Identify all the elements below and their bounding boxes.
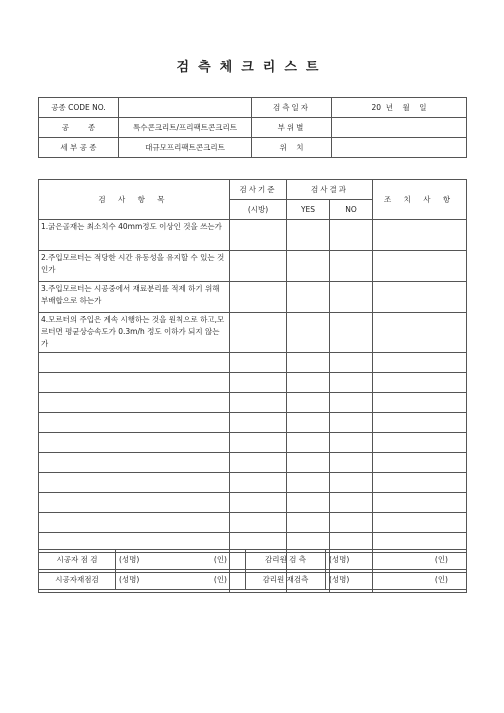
- name-label: (성명): [119, 555, 140, 564]
- code-no-label: 공종 CODE NO.: [39, 98, 119, 118]
- criteria-cell[interactable]: [230, 251, 287, 282]
- seal-label: (인): [213, 575, 227, 584]
- info-row-sub-work-type: [39, 138, 467, 158]
- criteria-cell[interactable]: [230, 313, 287, 353]
- yes-cell[interactable]: [287, 513, 330, 533]
- criteria-cell[interactable]: [230, 513, 287, 533]
- no-cell[interactable]: [330, 493, 373, 513]
- criteria-cell[interactable]: [230, 413, 287, 433]
- check-item-cell[interactable]: [39, 393, 230, 413]
- part-field[interactable]: [332, 118, 467, 138]
- checklist-row: [39, 220, 467, 251]
- action-cell[interactable]: [373, 453, 467, 473]
- checklist-row: [39, 251, 467, 282]
- no-cell[interactable]: [330, 393, 373, 413]
- no-cell[interactable]: [330, 513, 373, 533]
- action-header: 조 치 사 항: [373, 180, 467, 220]
- supervisor-reinspect-sign-field[interactable]: [326, 570, 467, 590]
- criteria-cell[interactable]: [230, 282, 287, 313]
- checklist-table: [38, 179, 467, 593]
- check-item-cell[interactable]: [39, 453, 230, 473]
- checklist-row: [39, 473, 467, 493]
- action-cell[interactable]: [373, 433, 467, 453]
- checklist-row: [39, 413, 467, 433]
- checklist-row: [39, 393, 467, 413]
- action-cell[interactable]: [373, 220, 467, 251]
- no-cell[interactable]: [330, 373, 373, 393]
- no-cell[interactable]: [330, 313, 373, 353]
- yes-cell[interactable]: [287, 413, 330, 433]
- criteria-cell[interactable]: [230, 393, 287, 413]
- seal-label: (인): [434, 575, 448, 584]
- no-cell[interactable]: [330, 413, 373, 433]
- action-cell[interactable]: [373, 413, 467, 433]
- supervisor-inspect-sign-field[interactable]: [326, 550, 467, 570]
- checklist-row: [39, 513, 467, 533]
- seal-label: (인): [213, 555, 227, 564]
- criteria-subheader: (시방): [230, 200, 287, 220]
- item-header: 검 사 항 목: [39, 180, 230, 220]
- signature-table: [38, 549, 467, 590]
- no-cell[interactable]: [330, 251, 373, 282]
- check-item-text: 1.굵은골재는 최소치수 40mm정도 이상인 것을 쓰는가: [39, 220, 230, 251]
- name-label: (성명): [329, 555, 350, 564]
- yes-cell[interactable]: [287, 493, 330, 513]
- check-item-cell[interactable]: [39, 353, 230, 373]
- action-cell[interactable]: [373, 353, 467, 373]
- action-cell[interactable]: [373, 373, 467, 393]
- checklist-row: [39, 313, 467, 353]
- result-header: 검사결과: [287, 180, 373, 200]
- info-row-code: [39, 98, 467, 118]
- supervisor-inspect-label: 감리원 검 측: [246, 550, 326, 570]
- check-item-cell[interactable]: [39, 373, 230, 393]
- check-item-cell[interactable]: [39, 513, 230, 533]
- check-item-cell[interactable]: [39, 473, 230, 493]
- sub-work-type-label: 세 부 공 종: [39, 138, 119, 158]
- check-item-cell[interactable]: [39, 433, 230, 453]
- info-row-work-type: [39, 118, 467, 138]
- contractor-material-sign-field[interactable]: [116, 570, 246, 590]
- supervisor-reinspect-label: 감리원 재검측: [246, 570, 326, 590]
- action-cell[interactable]: [373, 313, 467, 353]
- part-label: 부위별: [252, 118, 332, 138]
- no-cell[interactable]: [330, 453, 373, 473]
- yes-cell[interactable]: [287, 220, 330, 251]
- inspection-date-label: 검측일자: [252, 98, 332, 118]
- checklist-row: [39, 282, 467, 313]
- criteria-cell[interactable]: [230, 453, 287, 473]
- location-label: 위 치: [252, 138, 332, 158]
- yes-cell[interactable]: [287, 393, 330, 413]
- yes-cell[interactable]: [287, 282, 330, 313]
- action-cell[interactable]: [373, 251, 467, 282]
- check-item-cell[interactable]: [39, 493, 230, 513]
- seal-label: (인): [434, 555, 448, 564]
- action-cell[interactable]: [373, 493, 467, 513]
- yes-cell[interactable]: [287, 453, 330, 473]
- check-item-text: 3.주입모르터는 시공중에서 재료분리를 적제 하기 위해 부배합으로 하는가: [39, 282, 230, 313]
- action-cell[interactable]: [373, 473, 467, 493]
- checklist-row: [39, 433, 467, 453]
- no-cell[interactable]: [330, 433, 373, 453]
- criteria-cell[interactable]: [230, 373, 287, 393]
- checklist-row: [39, 453, 467, 473]
- checklist-row: [39, 373, 467, 393]
- no-cell[interactable]: [330, 220, 373, 251]
- check-item-text: 2.주입모르터는 적당한 시간 유동성을 유지할 수 있는 것인가: [39, 251, 230, 282]
- contractor-inspect-label: 시공자 점 검: [39, 550, 116, 570]
- criteria-cell[interactable]: [230, 353, 287, 373]
- action-cell[interactable]: [373, 282, 467, 313]
- criteria-cell[interactable]: [230, 493, 287, 513]
- checklist-row: [39, 353, 467, 373]
- no-cell[interactable]: [330, 353, 373, 373]
- yes-cell[interactable]: [287, 313, 330, 353]
- criteria-header: 검사기준: [230, 180, 287, 200]
- criteria-cell[interactable]: [230, 473, 287, 493]
- code-no-field[interactable]: [119, 98, 252, 118]
- yes-cell[interactable]: [287, 473, 330, 493]
- no-header: NO: [330, 200, 373, 220]
- work-type-field[interactable]: 특수콘크리트/프리팩트콘크리트: [119, 118, 252, 138]
- contractor-material-inspect-label: 시공자재점검: [39, 570, 116, 590]
- checklist-header-row: [39, 180, 467, 200]
- yes-cell[interactable]: [287, 433, 330, 453]
- action-cell[interactable]: [373, 513, 467, 533]
- contractor-inspect-sign-field[interactable]: [116, 550, 246, 570]
- yes-header: YES: [287, 200, 330, 220]
- yes-cell[interactable]: [287, 373, 330, 393]
- criteria-cell[interactable]: [230, 433, 287, 453]
- page-title: 검측체크리스트: [176, 60, 328, 75]
- signature-row: [39, 570, 467, 590]
- checklist-row: [39, 493, 467, 513]
- info-table: [38, 97, 467, 158]
- action-cell[interactable]: [373, 393, 467, 413]
- location-field[interactable]: [332, 138, 467, 158]
- name-label: (성명): [119, 575, 140, 584]
- signature-row: [39, 550, 467, 570]
- no-cell[interactable]: [330, 473, 373, 493]
- name-label: (성명): [329, 575, 350, 584]
- check-item-cell[interactable]: [39, 413, 230, 433]
- criteria-cell[interactable]: [230, 220, 287, 251]
- sub-work-type-field[interactable]: 대규모프리팩트콘크리트: [119, 138, 252, 158]
- yes-cell[interactable]: [287, 251, 330, 282]
- check-item-text: 4.모르터의 주입은 계속 시행하는 것을 원칙으로 하고,모르터면 평균상승속도가 0.3m/h 정도 이하가 되지 않는가: [39, 313, 230, 353]
- inspection-date-field[interactable]: 20 년 월 일: [332, 98, 467, 118]
- no-cell[interactable]: [330, 282, 373, 313]
- yes-cell[interactable]: [287, 353, 330, 373]
- work-type-label: 공 종: [39, 118, 119, 138]
